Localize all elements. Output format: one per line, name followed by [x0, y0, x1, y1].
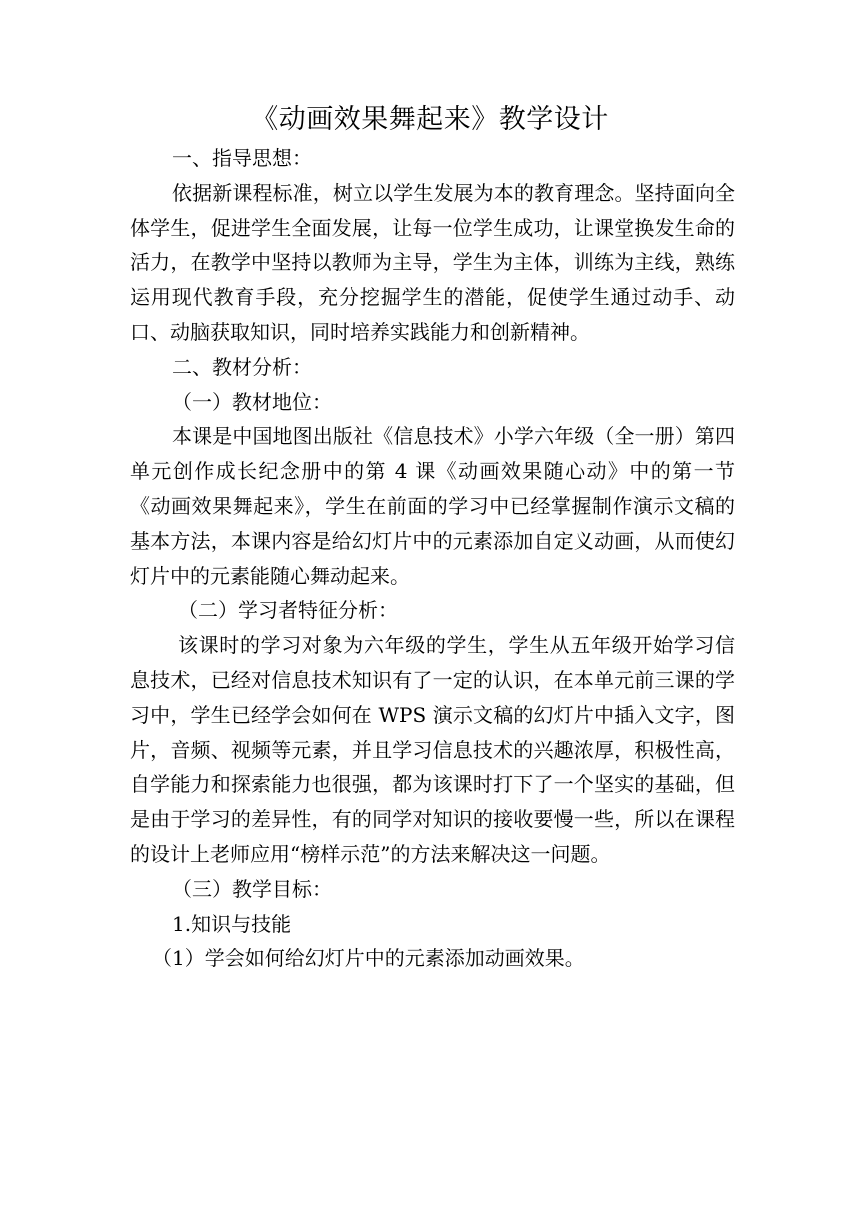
- section-heading-material-analysis: 二、教材分析：: [172, 354, 312, 379]
- list-heading-knowledge-skills: 1.知识与技能: [172, 911, 292, 936]
- document-body: [130, 141, 735, 976]
- document-title: 《动画效果舞起来》教学设计: [251, 104, 609, 135]
- subheading-material-position: （一）教材地位：: [172, 389, 332, 414]
- subheading-teaching-goals: （三）教学目标：: [172, 876, 332, 901]
- paragraph-learner-analysis: 该课时的学习对象为六年级的学生，学生从五年级开始学习信息技术，已经对信息技术知识有了一定的认识，在本单元前三课的学习中，学生已经学会如何在 WPS 演示文稿的幻灯片中插入文字，图片，音频、视频等元素，并且学习信息技术的兴趣浓厚，积极性高，自学能力和探索能力也很强，都为该课时打下了一个坚实的基础，但是由于学习的差异性，有的同学对知识的接收要慢一些，所以在课程的设计上老师应用“榜样示范”的方法来解决这一问题。: [130, 633, 735, 866]
- section-heading-guiding-thought: 一、指导思想：: [172, 146, 312, 170]
- subheading-learner-analysis: （二）学习者特征分析：: [178, 598, 398, 623]
- list-item-goal-1: （1）学会如何给幻灯片中的元素添加动画效果。: [152, 946, 585, 971]
- paragraph-guiding-thought: 依据新课程标准，树立以学生发展为本的教育理念。坚持面向全体学生，促进学生全面发展，让每一位学生成功，让课堂换发生命的活力，在教学中坚持以教师为主导，学生为主体，训练为主线，熟练运用现代教育手段，充分挖掘学生的潜能，促使学生通过动手、动口、动脑获取知识，同时培养实践能力和创新精神。: [130, 180, 735, 344]
- paragraph-material-position: 本课是中国地图出版社《信息技术》小学六年级（全一册）第四单元创作成长纪念册中的第 4 课《动画效果随心动》中的第一节《动画效果舞起来》，学生在前面的学习中已经掌握制作演示文稿的基本方法，本课内容是给幻灯片中的元素添加自定义动画，从而使幻灯片中的元素能随心舞动起来。: [130, 424, 735, 588]
